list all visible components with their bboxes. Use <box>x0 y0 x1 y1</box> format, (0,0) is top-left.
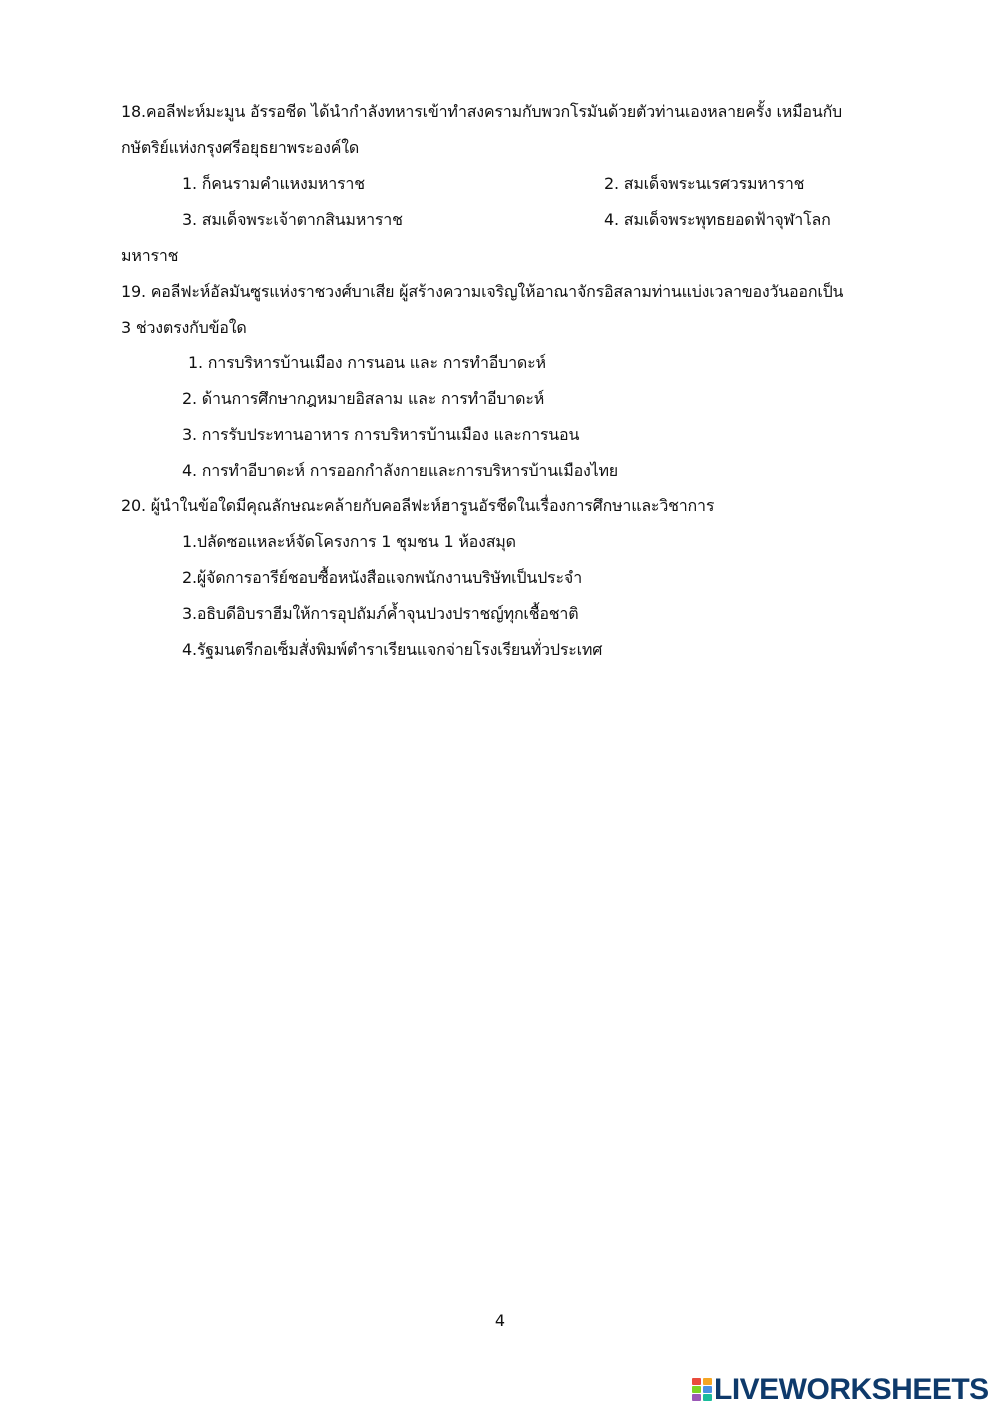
logo-block-4 <box>703 1386 712 1393</box>
liveworksheets-logo-icon <box>692 1378 712 1402</box>
question-20-option-3: 3.อธิบดีอิบราฮีมให้การอุปถัมภ์ค้ำจุนปวงปราชญ์ทุกเชื้อชาติ <box>182 604 579 623</box>
question-18-option-4-continuation: มหาราช <box>121 246 179 265</box>
question-18-text-line-1: 18.คอลีฟะห์มะมูน อัรรอชีด ได้นำกำลังทหารเข้าทำสงครามกับพวกโรมันด้วยตัวท่านเองหลายครั้ง เหมือนกับ <box>121 102 843 121</box>
logo-block-5 <box>692 1394 701 1401</box>
question-19-option-3: 3. การรับประทานอาหาร การบริหารบ้านเมือง และการนอน <box>182 425 580 444</box>
question-18-option-3: 3. สมเด็จพระเจ้าตากสินมหาราช <box>182 210 403 229</box>
question-19-option-1: 1. การบริหารบ้านเมือง การนอน และ การทำอีบาดะห์ <box>188 353 546 372</box>
question-19-text-line-2: 3 ช่วงตรงกับข้อใด <box>121 318 247 337</box>
question-19-text-line-1: 19. คอลีฟะห์อัลมันซูรแห่งราชวงศ์บาเสีย ผู้สร้างความเจริญให้อาณาจักรอิสลามท่านแบ่งเวลาของวันออกเป็น <box>121 282 844 301</box>
liveworksheets-wordmark: LIVEWORKSHEETS <box>714 1373 989 1406</box>
question-20-text-line-1: 20. ผู้นำในข้อใดมีคุณลักษณะคล้ายกับคอลีฟะห์ฮารูนอัรชีดในเรื่องการศึกษาและวิชาการ <box>121 496 715 515</box>
question-18-option-4: 4. สมเด็จพระพุทธยอดฟ้าจุฬาโลก <box>604 210 831 229</box>
question-20-option-2: 2.ผู้จัดการอารีย์ชอบซื้อหนังสือแจกพนักงานบริษัทเป็นประจำ <box>182 568 582 587</box>
page-number: 4 <box>494 1311 506 1330</box>
logo-block-3 <box>692 1386 701 1393</box>
liveworksheets-brand <box>692 1373 989 1407</box>
logo-block-1 <box>692 1378 701 1385</box>
question-20-option-1: 1.ปลัดซอแหละห์จัดโครงการ 1 ชุมชน 1 ห้องสมุด <box>182 532 516 551</box>
question-20-option-4: 4.รัฐมนตรีกอเซ็มสั่งพิมพ์ตำราเรียนแจกจ่ายโรงเรียนทั่วประเทศ <box>182 640 603 659</box>
question-18-option-1: 1. ก็คนรามคำแหงมหาราช <box>182 174 365 193</box>
logo-block-6 <box>703 1394 712 1401</box>
question-18-text-line-2: กษัตริย์แห่งกรุงศรีอยุธยาพระองค์ใด <box>121 138 360 157</box>
logo-block-2 <box>703 1378 712 1385</box>
question-18-option-2: 2. สมเด็จพระนเรศวรมหาราช <box>604 174 805 193</box>
question-19-option-2: 2. ด้านการศึกษากฎหมายอิสลาม และ การทำอีบาดะห์ <box>182 389 545 408</box>
question-19-option-4: 4. การทำอีบาดะห์ การออกกำลังกายและการบริหารบ้านเมืองไทย <box>182 461 618 480</box>
